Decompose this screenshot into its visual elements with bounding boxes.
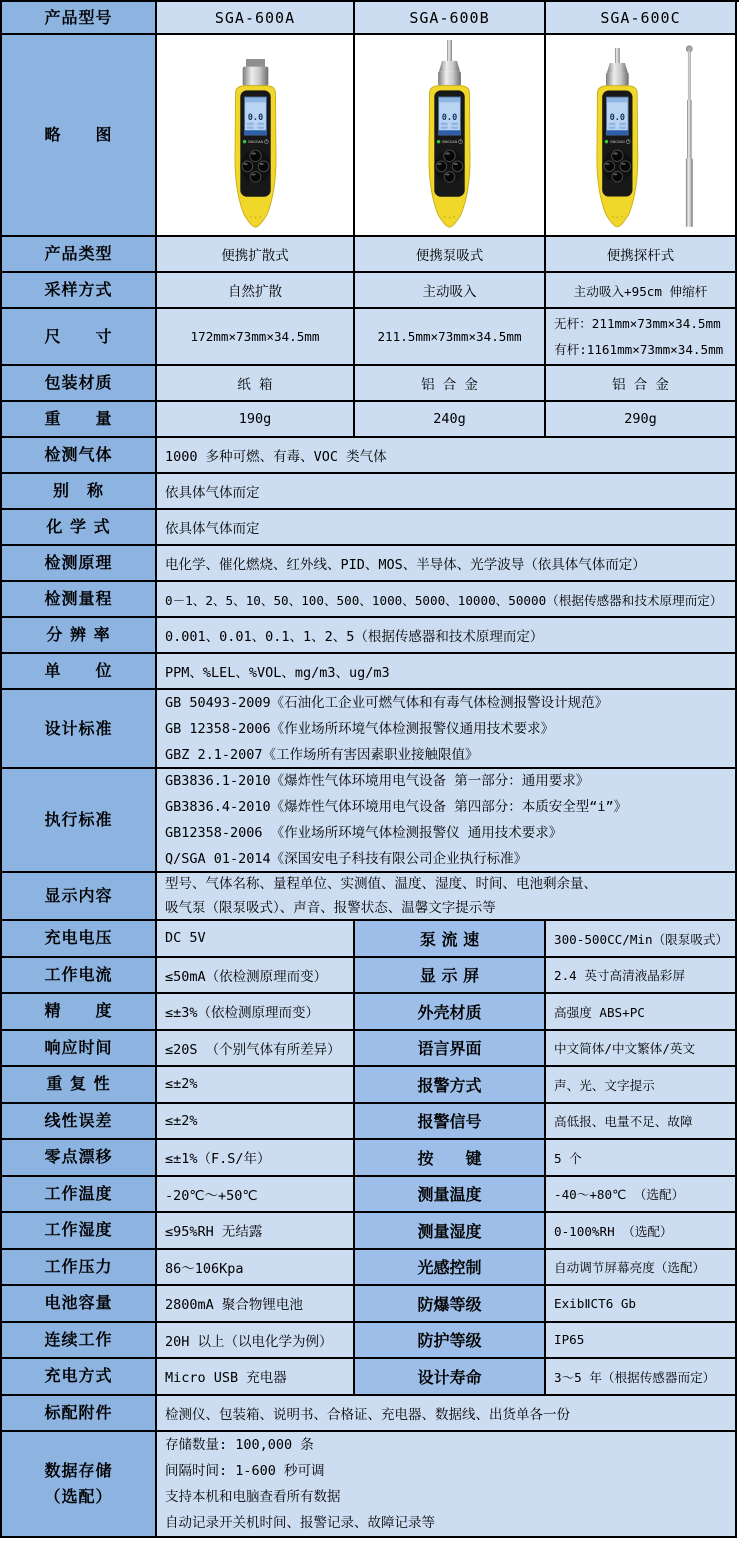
standard-line: GB 12358-2006《作业场所环境气体检测报警仪通用技术要求》 — [165, 720, 555, 737]
table-row-range — [2, 582, 737, 618]
pair-label-2: 显 示 屏 — [355, 958, 546, 995]
pair-label-2: 按 键 — [355, 1140, 546, 1177]
table-row-alias — [2, 474, 737, 510]
table-row-product-type — [2, 237, 737, 273]
size-with-rod: 有杆:1161mm×73mm×34.5mm — [554, 341, 724, 357]
row-label: 工作压力 — [2, 1250, 157, 1287]
table-row-pair — [2, 1286, 737, 1323]
pair-label-2: 防护等级 — [355, 1323, 546, 1360]
pair-value-1: ≤±2% — [157, 1104, 355, 1141]
row-label: 线性误差 — [2, 1104, 157, 1141]
row-label: 连续工作 — [2, 1323, 157, 1360]
row-label — [2, 1432, 157, 1538]
table-row-display-content — [2, 873, 737, 921]
row-label: 显示内容 — [2, 873, 157, 921]
pair-value-2: 5 个 — [546, 1140, 737, 1177]
cell-a: 便携扩散式 — [157, 237, 355, 273]
standard-line: GB 50493-2009《石油化工企业可燃气体和有毒气体检测报警设计规范》 — [165, 694, 609, 711]
table-row-pair — [2, 1359, 737, 1396]
table-row-data-storage — [2, 1432, 737, 1538]
row-label: 设计标准 — [2, 690, 157, 769]
standard-line: GB3836.1-2010《爆炸性气体环境用电气设备 第一部分：通用要求》 — [165, 773, 590, 789]
sketch-label: 略 图 — [2, 35, 157, 237]
table-row-pair — [2, 958, 737, 995]
cell-b: 211.5mm×73mm×34.5mm — [355, 309, 546, 366]
pair-value-1: ≤50mA（依检测原理而变） — [157, 958, 355, 995]
pair-value-2: IP65 — [546, 1323, 737, 1360]
row-label: 精 度 — [2, 994, 157, 1031]
cell-b: 便携泵吸式 — [355, 237, 546, 273]
row-value — [157, 1432, 737, 1538]
display-line: 吸气泵（限泵吸式）、声音、报警状态、温馨文字提示等 — [165, 900, 496, 916]
storage-label-line: （选配） — [44, 1486, 113, 1506]
storage-line: 自动记录开关机时间、报警记录、故障记录等 — [165, 1514, 435, 1531]
pair-value-1: ≤±2% — [157, 1067, 355, 1104]
pair-value-2: ExibⅡCT6 Gb — [546, 1286, 737, 1323]
row-label: 标配附件 — [2, 1396, 157, 1432]
svg-text:0.0: 0.0 — [441, 112, 458, 123]
pair-value-2: 3～5 年（根据传感器而定） — [546, 1359, 737, 1396]
row-label: 重 量 — [2, 402, 157, 438]
gas-detector-illustration — [208, 40, 303, 230]
row-label: 工作温度 — [2, 1177, 157, 1214]
row-label: 执行标准 — [2, 769, 157, 873]
svg-text:SINGOAN: SINGOAN — [247, 140, 263, 145]
model-b: SGA-600B — [355, 2, 546, 35]
row-label: 重 复 性 — [2, 1067, 157, 1104]
row-label: 电池容量 — [2, 1286, 157, 1323]
svg-text:SINGOAN: SINGOAN — [609, 140, 625, 145]
pair-value-2: 2.4 英寸高清液晶彩屏 — [546, 958, 737, 995]
row-label: 分 辨 率 — [2, 618, 157, 654]
pair-label-2: 外壳材质 — [355, 994, 546, 1031]
pair-value-2: 高强度 ABS+PC — [546, 994, 737, 1031]
standard-line: GB12358-2006 《作业场所环境气体检测报警仪 通用技术要求》 — [165, 825, 563, 841]
cell-c: 便携探杆式 — [546, 237, 737, 273]
row-label: 零点漂移 — [2, 1140, 157, 1177]
row-label: 响应时间 — [2, 1031, 157, 1068]
pair-value-1: ≤95%RH 无结露 — [157, 1213, 355, 1250]
pair-value-1: ≤±3%（依检测原理而变） — [157, 994, 355, 1031]
row-label: 工作电流 — [2, 958, 157, 995]
cell-b: 240g — [355, 402, 546, 438]
pair-value-2: 声、光、文字提示 — [546, 1067, 737, 1104]
table-row-accessories — [2, 1396, 737, 1432]
pair-label-2: 报警方式 — [355, 1067, 546, 1104]
pair-value-1: 86～106Kpa — [157, 1250, 355, 1287]
standard-line: GB3836.4-2010《爆炸性气体环境用电气设备 第四部分：本质安全型“i”》 — [165, 799, 628, 815]
table-row-resolution — [2, 618, 737, 654]
pair-label-2: 报警信号 — [355, 1104, 546, 1141]
pair-label-2: 语言界面 — [355, 1031, 546, 1068]
table-row-pair — [2, 1067, 737, 1104]
row-value — [157, 873, 737, 921]
row-label: 采样方式 — [2, 273, 157, 309]
row-label: 别 称 — [2, 474, 157, 510]
table-row-pair — [2, 1140, 737, 1177]
row-label: 单 位 — [2, 654, 157, 690]
cell-a: 172mm×73mm×34.5mm — [157, 309, 355, 366]
table-row-pair — [2, 1031, 737, 1068]
pair-value-1: DC 5V — [157, 921, 355, 958]
row-value: 电化学、催化燃烧、红外线、PID、MOS、半导体、光学波导（依具体气体而定） — [157, 546, 737, 582]
sketch-row — [2, 35, 737, 237]
svg-text:0.0: 0.0 — [609, 112, 625, 123]
storage-line: 支持本机和电脑查看所有数据 — [165, 1488, 341, 1505]
gas-detector-illustration — [402, 40, 497, 230]
cell-c: 290g — [546, 402, 737, 438]
row-value — [157, 690, 737, 769]
storage-label-line: 数据存储 — [44, 1460, 113, 1480]
pair-value-2: 中文简体/中文繁体/英文 — [546, 1031, 737, 1068]
storage-line: 间隔时间: 1-600 秒可调 — [165, 1462, 325, 1479]
row-label: 检测气体 — [2, 438, 157, 474]
row-label: 检测原理 — [2, 546, 157, 582]
table-row-formula — [2, 510, 737, 546]
table-row-gas — [2, 438, 737, 474]
svg-text:0.0: 0.0 — [247, 112, 263, 123]
row-value: 0－1、2、5、10、50、100、500、1000、5000、10000、50000（根据传感器和技术原理而定） — [157, 582, 737, 618]
table-row-unit — [2, 654, 737, 690]
row-value: 检测仪、包装箱、说明书、合格证、充电器、数据线、出货单各一份 — [157, 1396, 737, 1432]
cell-a: 自然扩散 — [157, 273, 355, 309]
pair-value-2: 0-100%RH （选配） — [546, 1213, 737, 1250]
cell-c: 主动吸入+95cm 伸缩杆 — [546, 273, 737, 309]
product-image-sga-600b — [355, 35, 546, 237]
table-row-size — [2, 309, 737, 366]
table-row-pair — [2, 1213, 737, 1250]
pair-label-2: 防爆等级 — [355, 1286, 546, 1323]
row-value: 0.001、0.01、0.1、1、2、5（根据传感器和技术原理而定） — [157, 618, 737, 654]
cell-b: 主动吸入 — [355, 273, 546, 309]
pair-value-1: Micro USB 充电器 — [157, 1359, 355, 1396]
pair-value-2: 自动调节屏幕亮度（选配） — [546, 1250, 737, 1287]
standard-line: Q/SGA 01-2014《深国安电子科技有限公司企业执行标准》 — [165, 851, 528, 867]
size-no-rod: 无杆：211mm×73mm×34.5mm — [554, 315, 721, 331]
table-row-weight — [2, 402, 737, 438]
pair-value-1: ≤±1%（F.S/年） — [157, 1140, 355, 1177]
pair-value-1: ≤20S （个别气体有所差异） — [157, 1031, 355, 1068]
product-image-sga-600a — [157, 35, 355, 237]
standard-line: GBZ 2.1-2007《工作场所有害因素职业接触限值》 — [165, 746, 479, 763]
row-label: 充电电压 — [2, 921, 157, 958]
cell-c: 铝 合 金 — [546, 366, 737, 402]
row-value: 依具体气体而定 — [157, 510, 737, 546]
gas-detector-illustration — [570, 40, 712, 230]
display-line: 型号、气体名称、量程单位、实测值、温度、湿度、时间、电池剩余量、 — [165, 876, 597, 892]
pair-value-2: 高低报、电量不足、故障 — [546, 1104, 737, 1141]
row-label: 包装材质 — [2, 366, 157, 402]
cell-a: 190g — [157, 402, 355, 438]
table-row-pair — [2, 921, 737, 958]
table-row-pair — [2, 1323, 737, 1360]
pair-value-1: -20℃～+50℃ — [157, 1177, 355, 1214]
pair-label-2: 测量湿度 — [355, 1213, 546, 1250]
cell-a: 纸 箱 — [157, 366, 355, 402]
table-row-pair — [2, 1177, 737, 1214]
pair-value-2: 300-500CC/Min（限泵吸式） — [546, 921, 737, 958]
row-label: 工作湿度 — [2, 1213, 157, 1250]
header-row — [2, 2, 737, 35]
row-value — [157, 769, 737, 873]
row-value: 依具体气体而定 — [157, 474, 737, 510]
table-row-pair — [2, 1250, 737, 1287]
cell-c — [546, 309, 737, 366]
table-row-exec-standards — [2, 769, 737, 873]
pair-label-2: 光感控制 — [355, 1250, 546, 1287]
product-image-sga-600c — [546, 35, 737, 237]
cell-b: 铝 合 金 — [355, 366, 546, 402]
table-row-sampling — [2, 273, 737, 309]
header-label: 产品型号 — [2, 2, 157, 35]
table-row-design-standards — [2, 690, 737, 769]
svg-text:SINGOAN: SINGOAN — [442, 140, 457, 145]
row-value: PPM、%LEL、%VOL、mg/m3、ug/m3 — [157, 654, 737, 690]
table-row-packaging — [2, 366, 737, 402]
table-row-pair — [2, 994, 737, 1031]
pair-value-1: 2800mA 聚合物锂电池 — [157, 1286, 355, 1323]
model-a: SGA-600A — [157, 2, 355, 35]
row-label: 化 学 式 — [2, 510, 157, 546]
row-label: 充电方式 — [2, 1359, 157, 1396]
row-label: 检测量程 — [2, 582, 157, 618]
table-row-principle — [2, 546, 737, 582]
pair-label-2: 泵 流 速 — [355, 921, 546, 958]
row-label: 产品类型 — [2, 237, 157, 273]
row-label: 尺 寸 — [2, 309, 157, 366]
pair-value-2: -40～+80℃ （选配） — [546, 1177, 737, 1214]
pair-value-1: 20H 以上（以电化学为例） — [157, 1323, 355, 1360]
model-c: SGA-600C — [546, 2, 737, 35]
table-row-pair — [2, 1104, 737, 1141]
row-value: 1000 多种可燃、有毒、VOC 类气体 — [157, 438, 737, 474]
storage-line: 存储数量: 100,000 条 — [165, 1436, 314, 1453]
pair-label-2: 设计寿命 — [355, 1359, 546, 1396]
pair-label-2: 测量温度 — [355, 1177, 546, 1214]
